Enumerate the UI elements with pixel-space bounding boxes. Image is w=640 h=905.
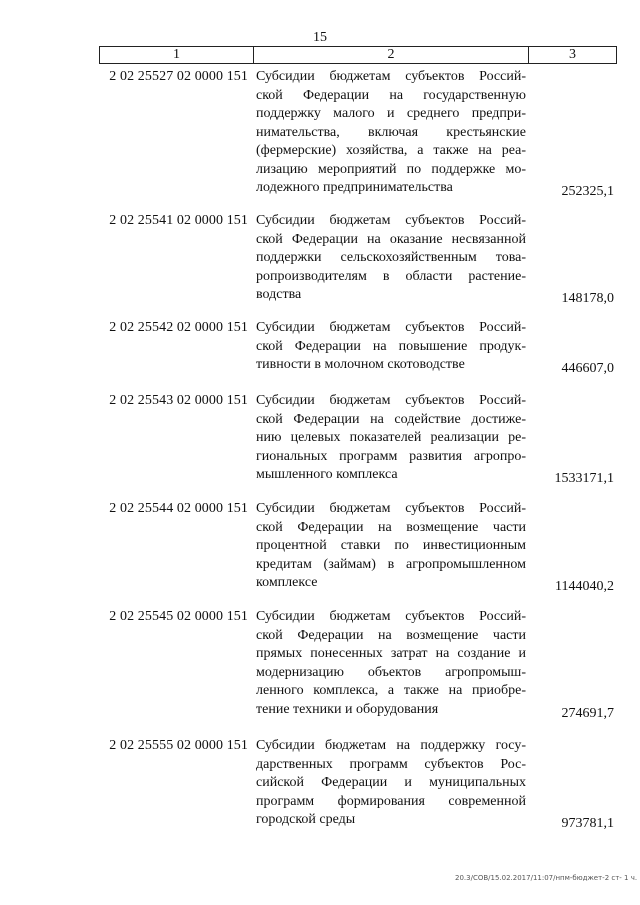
description-line: Субсидии бюджетам субъектов Россий- — [256, 320, 526, 335]
amount-value: 274691,7 — [561, 705, 614, 721]
description-line: модернизацию объектов агропромыш- — [256, 664, 526, 680]
description-line: поддержки сельскохозяйственным това- — [256, 250, 526, 265]
amount-value: 1144040,2 — [555, 579, 614, 594]
description-line: кредитам (займам) в агропромышленном — [256, 556, 526, 572]
description-line: ропроизводителям в области растение- — [256, 268, 526, 284]
amount-value: 973781,1 — [561, 816, 614, 831]
budget-code: 2 02 25541 02 0000 151 — [109, 213, 248, 228]
description-line: тение техники и оборудования — [256, 701, 439, 717]
description-line: нимательства, включая крестьянские — [256, 124, 526, 140]
description-line: ской Федерации на государственную — [256, 87, 526, 103]
income-description — [256, 68, 526, 198]
income-description — [256, 737, 526, 830]
income-description — [256, 608, 526, 719]
description-line: ской Федерации на возмещение части — [256, 519, 526, 535]
description-line: водства — [256, 287, 302, 302]
description-line: ской Федерации на повышение продук- — [256, 338, 526, 354]
budget-code: 2 02 25545 02 0000 151 — [109, 609, 248, 624]
description-line: лизацию мероприятий по поддержке мо- — [256, 161, 526, 177]
amount-value: 1533171,1 — [554, 471, 614, 486]
description-line: (фермерские) хозяйства, а также на реа- — [256, 143, 526, 158]
column-header-3: 3 — [569, 47, 576, 62]
description-line: Субсидии бюджетам субъектов Россий- — [256, 393, 526, 408]
description-line: мышленного комплекса — [256, 467, 398, 482]
income-description — [256, 500, 526, 593]
description-line: Субсидии бюджетам субъектов Россий- — [256, 609, 526, 624]
description-line: ской Федерации на содействие достиже- — [256, 411, 526, 427]
amount-value: 252325,1 — [561, 184, 614, 199]
table-header — [99, 46, 617, 64]
budget-code: 2 02 25555 02 0000 151 — [109, 738, 248, 753]
description-line: Субсидии бюджетам субъектов Россий- — [256, 501, 526, 516]
income-description — [256, 212, 526, 305]
description-line: городской среды — [256, 812, 356, 827]
description-line: процентной ставки по инвестиционным — [256, 538, 526, 553]
budget-code: 2 02 25542 02 0000 151 — [109, 320, 248, 335]
description-line: программ формирования современной — [256, 793, 526, 809]
description-line: лодежного предпринимательства — [256, 180, 453, 195]
description-line: ленного комплекса, а также на приобре- — [256, 683, 526, 698]
description-line: гиональных программ развития агропро- — [256, 448, 526, 464]
budget-code: 2 02 25527 02 0000 151 — [109, 69, 248, 84]
income-description — [256, 392, 526, 485]
income-description — [256, 319, 526, 375]
description-line: ской Федерации на возмещение части — [256, 627, 526, 643]
column-header-1: 1 — [100, 47, 254, 63]
description-line: прямых понесенных затрат на создание и — [256, 646, 526, 661]
page-number: 15 — [313, 30, 327, 45]
description-line: Субсидии бюджетам субъектов Россий- — [256, 213, 526, 228]
amount-value: 446607,0 — [561, 361, 614, 376]
description-line: нию целевых показателей реализации ре- — [256, 430, 526, 445]
description-line: сийской Федерации и муниципальных — [256, 775, 526, 790]
description-line: поддержку малого и среднего предпри- — [256, 106, 526, 121]
description-line: Субсидии бюджетам на поддержку госу- — [256, 738, 526, 753]
budget-code: 2 02 25543 02 0000 151 — [109, 393, 248, 408]
amount-value: 148178,0 — [561, 291, 614, 306]
description-line: Субсидии бюджетам субъектов Россий- — [256, 69, 526, 84]
description-line: ской Федерации на оказание несвязанной — [256, 231, 526, 247]
budget-code: 2 02 25544 02 0000 151 — [109, 501, 248, 516]
footer-stamp: 20.3/СОВ/15.02.2017/11:07/нпм-бюджет-2 ст- 1 ч. — [455, 874, 638, 882]
description-line: тивности в молочном скотоводстве — [256, 357, 465, 372]
column-header-2: 2 — [254, 47, 529, 63]
description-line: комплексе — [256, 575, 318, 590]
description-line: дарственных программ субъектов Рос- — [256, 756, 526, 772]
